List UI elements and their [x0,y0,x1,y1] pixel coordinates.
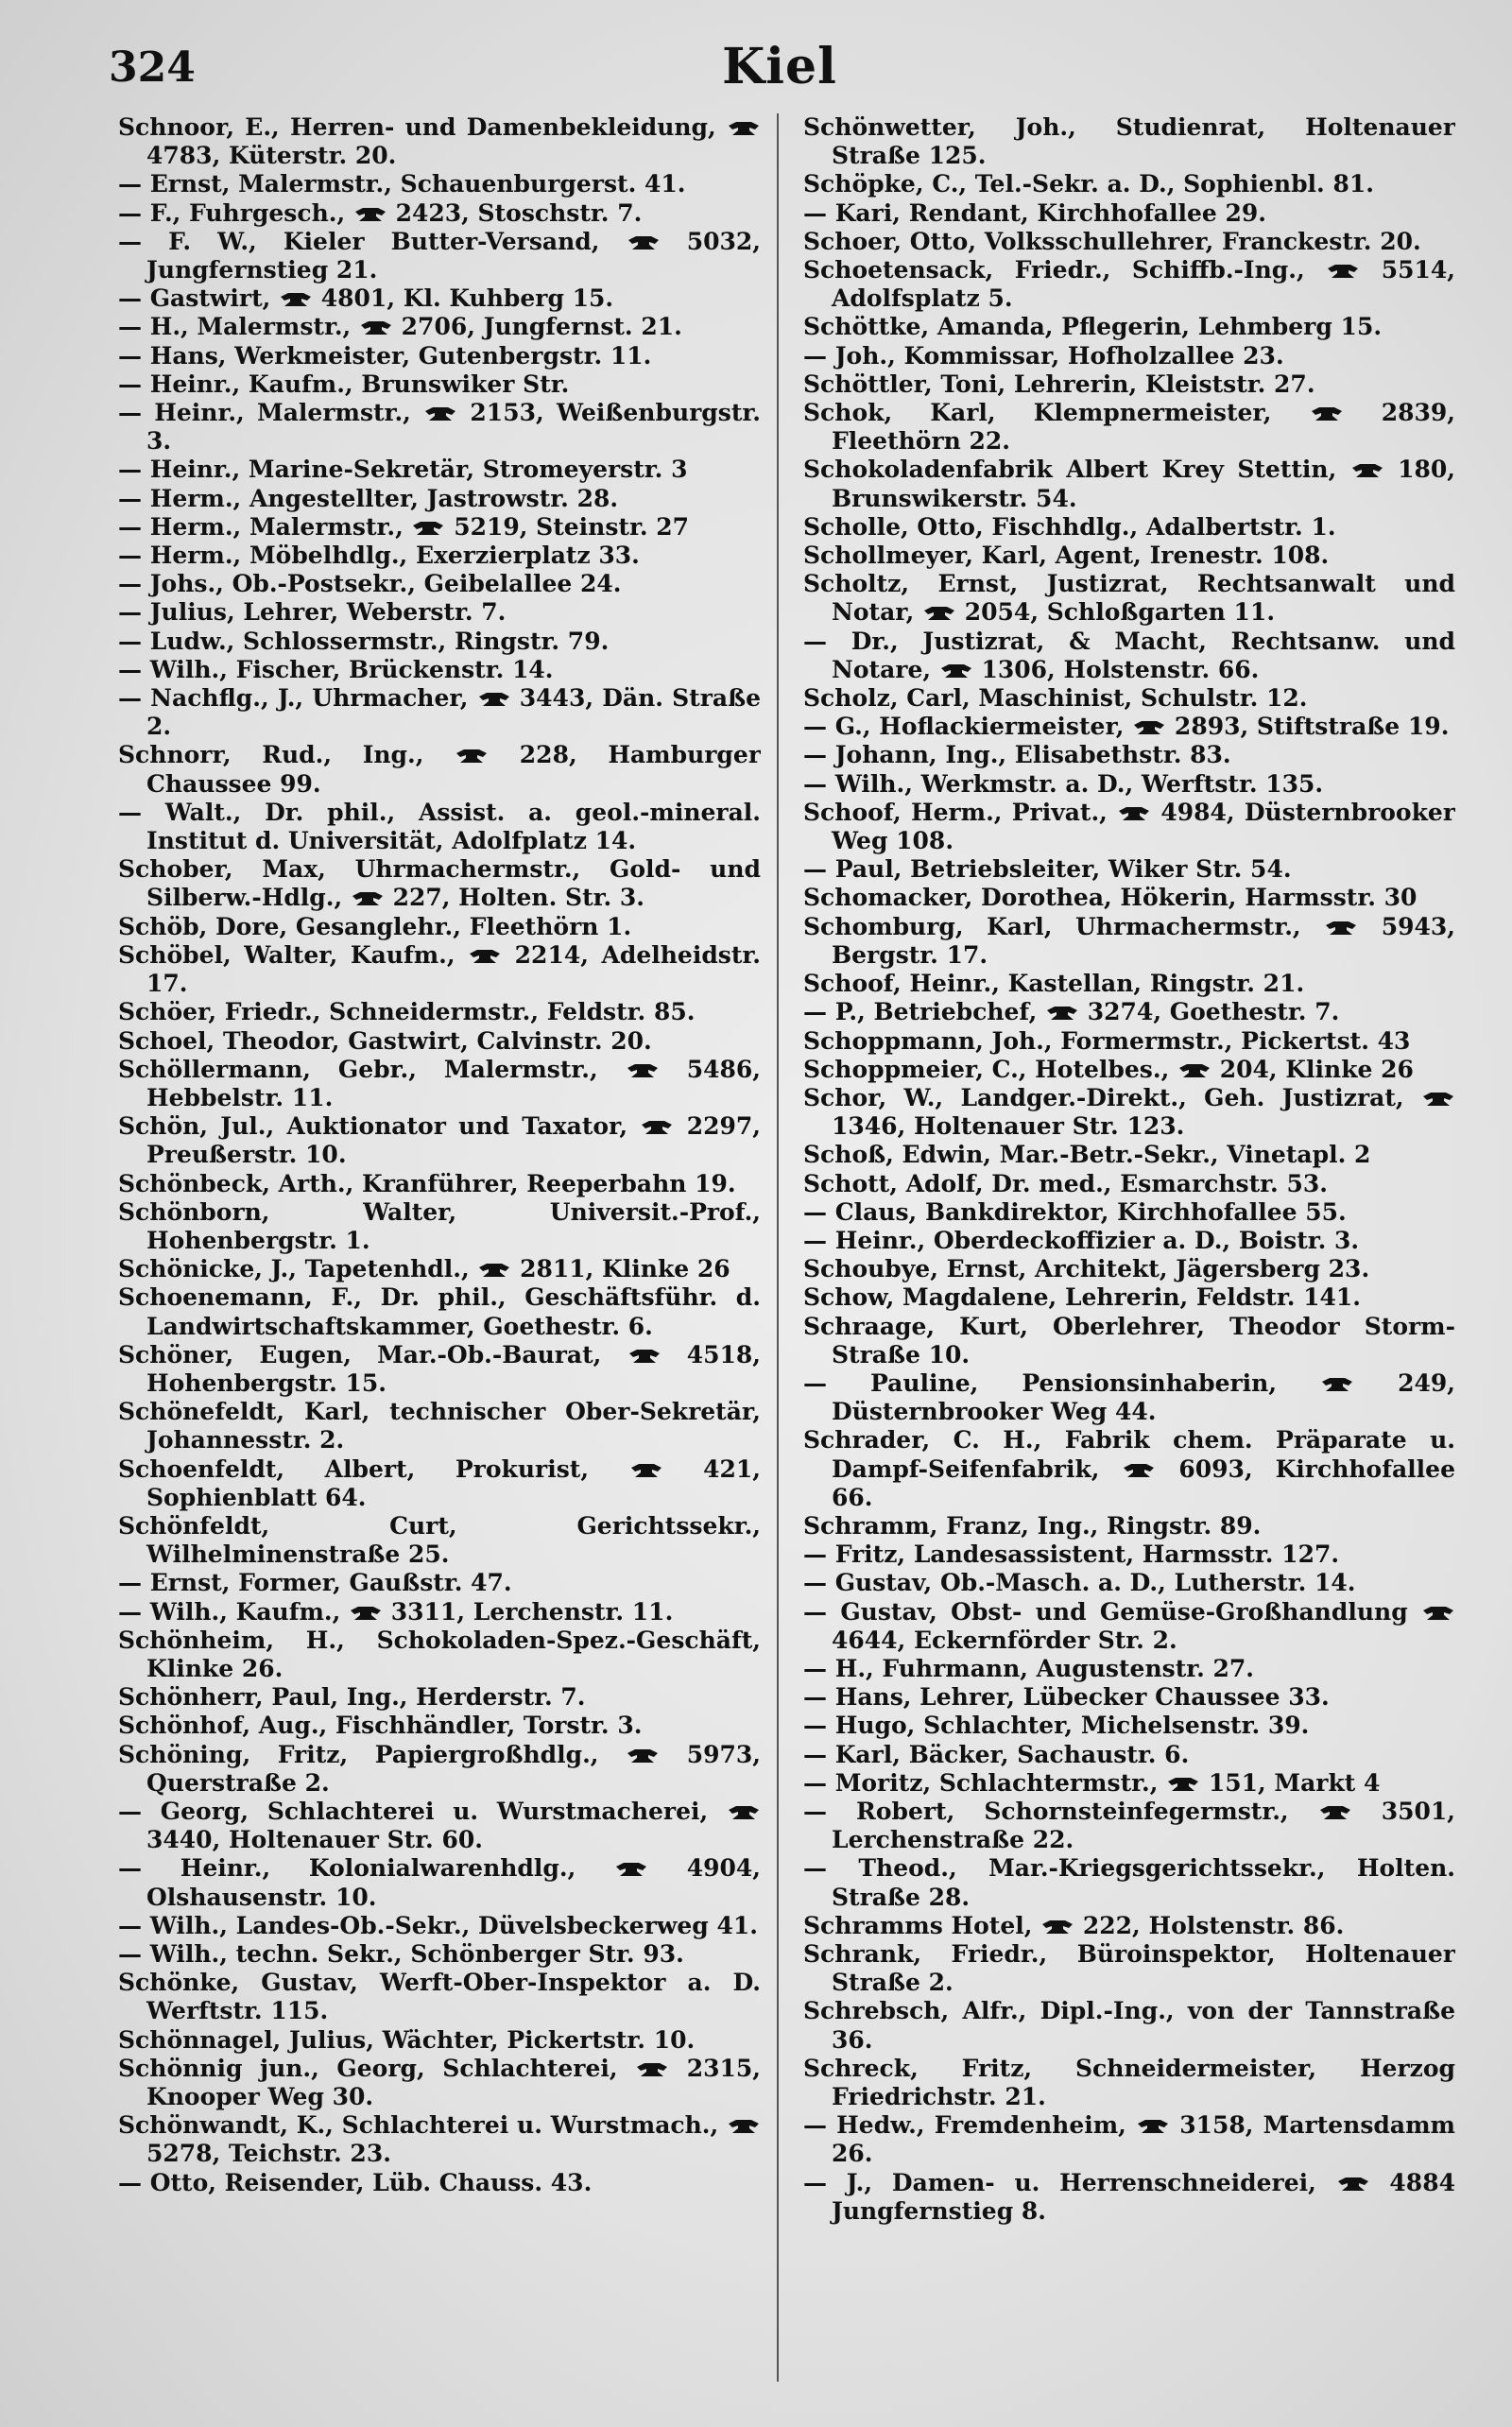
telephone-icon [626,1062,660,1079]
directory-entry: Schönherr, Paul, Ing., Herderstr. 7. [118,1683,586,1712]
directory-entry: Schönnagel, Julius, Wächter, Pickertstr. 10. [118,2025,696,2054]
directory-entry: — Ernst, Malermstr., Schauenburgerst. 41. [118,170,686,198]
telephone-icon [1117,805,1151,822]
directory-entry: Scholtz, Ernst, Justizrat, Rechtsanwalt und Notar, 2054, Schloßgarten 11. [803,570,1455,627]
telephone-icon [727,1804,761,1821]
directory-entry: Schrebsch, Alfr., Dipl.-Ing., von der Tannstraße 36. [803,1997,1455,2054]
telephone-icon [423,405,457,422]
telephone-icon [1336,2176,1370,2193]
directory-entry: Scholz, Carl, Maschinist, Schulstr. 12. [803,684,1308,713]
telephone-icon [629,1462,663,1479]
telephone-icon [1324,920,1358,937]
telephone-icon [359,319,393,336]
directory-entry: — Wilh., techn. Sekr., Schönberger Str. 93. [118,1940,684,1968]
directory-entry: Schön, Jul., Auktionator und Taxator, 2297, Preußerstr. 10. [118,1112,761,1169]
directory-entry: Schomacker, Dorothea, Hökerin, Harmsstr. 30 [803,884,1418,912]
directory-entry: Schollmeyer, Karl, Agent, Irenestr. 108. [803,542,1330,570]
directory-entry: Scholle, Otto, Fischhdlg., Adalbertstr. 1. [803,512,1336,541]
telephone-icon [627,1348,662,1365]
directory-entry: — Heinr., Kaufm., Brunswiker Str. [118,370,570,398]
directory-entry: — Johs., Ob.-Postsekr., Geibelallee 24. [118,570,622,598]
directory-entry: Schönborn, Walter, Universit.-Prof., Hohenbergstr. 1. [118,1197,761,1254]
directory-entry: Schokoladenfabrik Albert Krey Stettin, 180, Brunswikerstr. 54. [803,456,1455,512]
telephone-icon [626,1747,660,1764]
directory-entry: Schoenemann, F., Dr. phil., Geschäftsführ. d. Landwirtschaftskammer, Goethestr. 6. [118,1283,761,1340]
telephone-icon [1045,1005,1079,1022]
directory-entry: — Heinr., Kolonialwarenhdlg., 4904, Olshausenstr. 10. [118,1854,761,1911]
telephone-icon [353,206,387,223]
directory-entry: Schöttler, Toni, Lehrerin, Kleiststr. 27. [803,370,1315,398]
directory-entry: Schott, Adolf, Dr. med., Esmarchstr. 53. [803,1169,1328,1197]
directory-entry: Schrank, Friedr., Büroinspektor, Holtenauer Straße 2. [803,1940,1455,1997]
directory-entry: Schöbel, Walter, Kaufm., 2214, Adelheidstr. 17. [118,940,761,998]
directory-entry: — Wilh., Landes-Ob.-Sekr., Düvelsbeckerweg 41. [118,1911,758,1939]
page-header [109,38,1451,104]
running-title: Kiel [722,38,837,95]
directory-entry: — Kari, Rendant, Kirchhofallee 29. [803,198,1266,227]
telephone-icon [727,120,761,137]
directory-entry: Schoof, Herm., Privat., 4984, Düsternbrooker Weg 108. [803,798,1455,855]
directory-entry: Schönhof, Aug., Fischhändler, Torstr. 3. [118,1712,643,1740]
directory-entry: Schoer, Otto, Volksschullehrer, Franckestr. 20. [803,227,1421,255]
directory-entry: Schoenfeldt, Albert, Prokurist, 421, Sophienblatt 64. [118,1454,761,1511]
directory-entry: — Joh., Kommissar, Hofholzallee 23. [803,341,1284,370]
directory-entry: — Gustav, Ob.-Masch. a. D., Lutherstr. 14. [803,1569,1356,1597]
directory-entry: — Georg, Schlachterei u. Wurstmacherei, 3440, Holtenauer Str. 60. [118,1798,761,1854]
directory-entry: — Fritz, Landesassistent, Harmsstr. 127. [803,1541,1340,1569]
telephone-icon [614,1861,648,1878]
directory-entry: — H., Fuhrmann, Augustenstr. 27. [803,1654,1255,1682]
telephone-icon [1166,1776,1200,1793]
telephone-icon [922,605,956,622]
directory-entry: Schor, W., Landger.-Direkt., Geh. Justizrat, 1346, Holtenauer Str. 123. [803,1084,1455,1141]
telephone-icon [1318,1804,1352,1821]
directory-entry: Schönicke, J., Tapetenhdl., 2811, Klinke 26 [118,1255,730,1283]
directory-entry: — G., Hoflackiermeister, 2893, Stiftstraße 19. [803,713,1450,741]
directory-entry: Schönke, Gustav, Werft-Ober-Inspektor a. D. Werftstr. 115. [118,1969,761,2025]
directory-entry: — Wilh., Fischer, Brückenstr. 14. [118,655,554,683]
directory-entry: — Wilh., Werkmstr. a. D., Werftstr. 135. [803,769,1324,798]
directory-entry: — P., Betriebchef, 3274, Goethestr. 7. [803,998,1340,1026]
directory-entry: — Heinr., Marine-Sekretär, Stromeyerstr. 3 [118,456,688,484]
directory-entry: Schramm, Franz, Ing., Ringstr. 89. [803,1511,1262,1540]
directory-entry: — Ernst, Former, Gaußstr. 47. [118,1569,512,1597]
directory-entry: — Gustav, Obst- und Gemüse-Großhandlung 4644, Eckernförder Str. 2. [803,1598,1455,1655]
telephone-icon [1350,462,1384,479]
telephone-icon [1136,2118,1170,2135]
telephone-icon [1310,405,1344,422]
directory-entry: Schok, Karl, Klempnermeister, 2839, Fleethörn 22. [803,399,1455,456]
directory-entry: — Theod., Mar.-Kriegsgerichtssekr., Holten. Straße 28. [803,1854,1455,1911]
directory-entry: — Walt., Dr. phil., Assist. a. geol.-mineral. Institut d. Universität, Adolfplatz 14. [118,798,761,855]
directory-entry: Schoetensack, Friedr., Schiffb.-Ing., 5514, Adolfsplatz 5. [803,256,1455,313]
directory-entry: Schöttke, Amanda, Pflegerin, Lehmberg 15. [803,313,1383,341]
directory-entry: — Hans, Lehrer, Lübecker Chaussee 33. [803,1683,1330,1712]
directory-entry: — Gastwirt, 4801, Kl. Kuhberg 15. [118,284,614,313]
directory-entry: Schoubye, Ernst, Architekt, Jägersberg 23. [803,1255,1370,1283]
directory-entry: Schnoor, E., Herren- und Damenbekleidung, 4783, Küterstr. 20. [118,113,761,170]
directory-entry: — Julius, Lehrer, Weberstr. 7. [118,598,507,627]
left-column [118,113,761,2401]
directory-entry: Schönefeldt, Karl, technischer Ober-Sekretär, Johannesstr. 2. [118,1398,761,1454]
telephone-icon [1177,1062,1211,1079]
directory-entry: — Karl, Bäcker, Sachaustr. 6. [803,1740,1190,1768]
telephone-icon [1326,263,1360,280]
telephone-icon [455,748,489,765]
directory-entry: Schober, Max, Uhrmachermstr., Gold- und Silberw.-Hdlg., 227, Holten. Str. 3. [118,855,761,912]
telephone-icon [640,1119,674,1136]
telephone-icon [477,1262,511,1279]
telephone-icon [1132,719,1166,736]
directory-entry: Schraage, Kurt, Oberlehrer, Theodor Storm-Straße 10. [803,1312,1455,1368]
telephone-icon [727,2118,761,2135]
page-number: 324 [109,43,196,92]
directory-entry: — Paul, Betriebsleiter, Wiker Str. 54. [803,855,1292,884]
directory-entry: Schomburg, Karl, Uhrmachermstr., 5943, Bergstr. 17. [803,912,1455,969]
directory-entry: Schrader, C. H., Fabrik chem. Präparate u. Dampf-Seifenfabrik, 6093, Kirchhofallee 66. [803,1426,1455,1511]
directory-entry: Schöpke, C., Tel.-Sekr. a. D., Sophienbl. 81. [803,170,1374,198]
directory-entry: Schönnig jun., Georg, Schlachterei, 2315, Knooper Weg 30. [118,2054,761,2111]
telephone-icon [279,291,313,308]
directory-entry: — Pauline, Pensionsinhaberin, 249, Düsternbrooker Weg 44. [803,1368,1455,1426]
telephone-icon [1320,1376,1354,1393]
telephone-icon [1122,1462,1156,1479]
telephone-icon [468,948,502,965]
directory-entry: Schnorr, Rud., Ing., 228, Hamburger Chaussee 99. [118,741,761,798]
directory-entry: — Heinr., Malermstr., 2153, Weißenburgstr. 3. [118,399,761,456]
directory-entry: — Nachflg., J., Uhrmacher, 3443, Dän. Straße 2. [118,684,761,741]
directory-entry: — J., Damen- u. Herrenschneiderei, 4884 Jungfernstieg 8. [803,2168,1455,2225]
directory-entry: Schönwetter, Joh., Studienrat, Holtenauer Straße 125. [803,113,1455,170]
telephone-icon [411,520,445,537]
directory-entry: — Heinr., Oberdeckoffizier a. D., Boistr. 3. [803,1226,1360,1254]
directory-entry: Schönheim, H., Schokoladen-Spez.-Geschäft, Klinke 26. [118,1626,761,1682]
directory-entry: Schöb, Dore, Gesanglehr., Fleethörn 1. [118,912,632,940]
directory-entry: Schönfeldt, Curt, Gerichtssekr., Wilhelminenstraße 25. [118,1511,761,1569]
directory-entry: — Hugo, Schlachter, Michelsenstr. 39. [803,1712,1310,1740]
telephone-icon [1040,1919,1074,1936]
directory-entry: — Hans, Werkmeister, Gutenbergstr. 11. [118,341,652,370]
directory-entry: — F., Fuhrgesch., 2423, Stoschstr. 7. [118,198,643,227]
directory-entry: Schönbeck, Arth., Kranführer, Reeperbahn 19. [118,1169,736,1197]
directory-entry: — Herm., Möbelhdlg., Exerzierplatz 33. [118,542,640,570]
telephone-icon [635,2061,669,2078]
directory-entry: — Wilh., Kaufm., 3311, Lerchenstr. 11. [118,1597,674,1626]
directory-entry: — H., Malermstr., 2706, Jungfernst. 21. [118,313,682,341]
directory-entry: Schöer, Friedr., Schneidermstr., Feldstr. 85. [118,998,696,1026]
directory-entry: — Dr., Justizrat, & Macht, Rechtsanw. und Notare, 1306, Holstenstr. 66. [803,627,1455,683]
telephone-icon [627,234,661,251]
telephone-icon [477,691,511,708]
directory-entry: Schramms Hotel, 222, Holstenstr. 86. [803,1911,1345,1939]
directory-entry: Schoß, Edwin, Mar.-Betr.-Sekr., Vinetapl. 2 [803,1141,1371,1169]
directory-entry: — Moritz, Schlachtermstr., 151, Markt 4 [803,1768,1381,1797]
directory-entry: Schoppmeier, C., Hotelbes., 204, Klinke 26 [803,1055,1414,1083]
directory-entry: — Hedw., Fremdenheim, 3158, Martensdamm 26. [803,2111,1455,2168]
telephone-icon [1421,1091,1455,1108]
directory-entry: Schreck, Fritz, Schneidermeister, Herzog Friedrichstr. 21. [803,2054,1455,2111]
directory-entry: — Johann, Ing., Elisabethstr. 83. [803,741,1231,769]
telephone-icon [349,1605,383,1622]
directory-entry: Schöllermann, Gebr., Malermstr., 5486, Hebbelstr. 11. [118,1055,761,1111]
directory-entry: Schöning, Fritz, Papiergroßhdlg., 5973, Querstraße 2. [118,1740,761,1797]
right-column [803,113,1455,2401]
directory-entry: — Robert, Schornsteinfegermstr., 3501, Lerchenstraße 22. [803,1797,1455,1854]
directory-entry: — Herm., Malermstr., 5219, Steinstr. 27 [118,512,690,541]
directory-entry: Schow, Magdalene, Lehrerin, Feldstr. 141. [803,1283,1361,1312]
directory-entry: — F. W., Kieler Butter-Versand, 5032, Jungfernstieg 21. [118,227,761,284]
directory-entry: Schoel, Theodor, Gastwirt, Calvinstr. 20. [118,1026,652,1055]
directory-entry: — Otto, Reisender, Lüb. Chauss. 43. [118,2168,593,2196]
directory-entry: Schoppmann, Joh., Formermstr., Pickertst. 43 [803,1026,1411,1055]
directory-entry: Schoof, Heinr., Kastellan, Ringstr. 21. [803,970,1305,998]
telephone-icon [939,663,973,680]
directory-entry: Schöner, Eugen, Mar.-Ob.-Baurat, 4518, Hohenbergstr. 15. [118,1340,761,1397]
telephone-icon [1421,1605,1455,1622]
directory-entry: — Claus, Bankdirektor, Kirchhofallee 55. [803,1197,1347,1226]
directory-entry: Schönwandt, K., Schlachterei u. Wurstmach., 5278, Teichstr. 23. [118,2111,761,2168]
telephone-icon [351,890,385,907]
directory-entry: — Ludw., Schlossermstr., Ringstr. 79. [118,627,610,655]
column-divider [777,113,779,2382]
directory-entry: — Herm., Angestellter, Jastrowstr. 28. [118,484,619,512]
